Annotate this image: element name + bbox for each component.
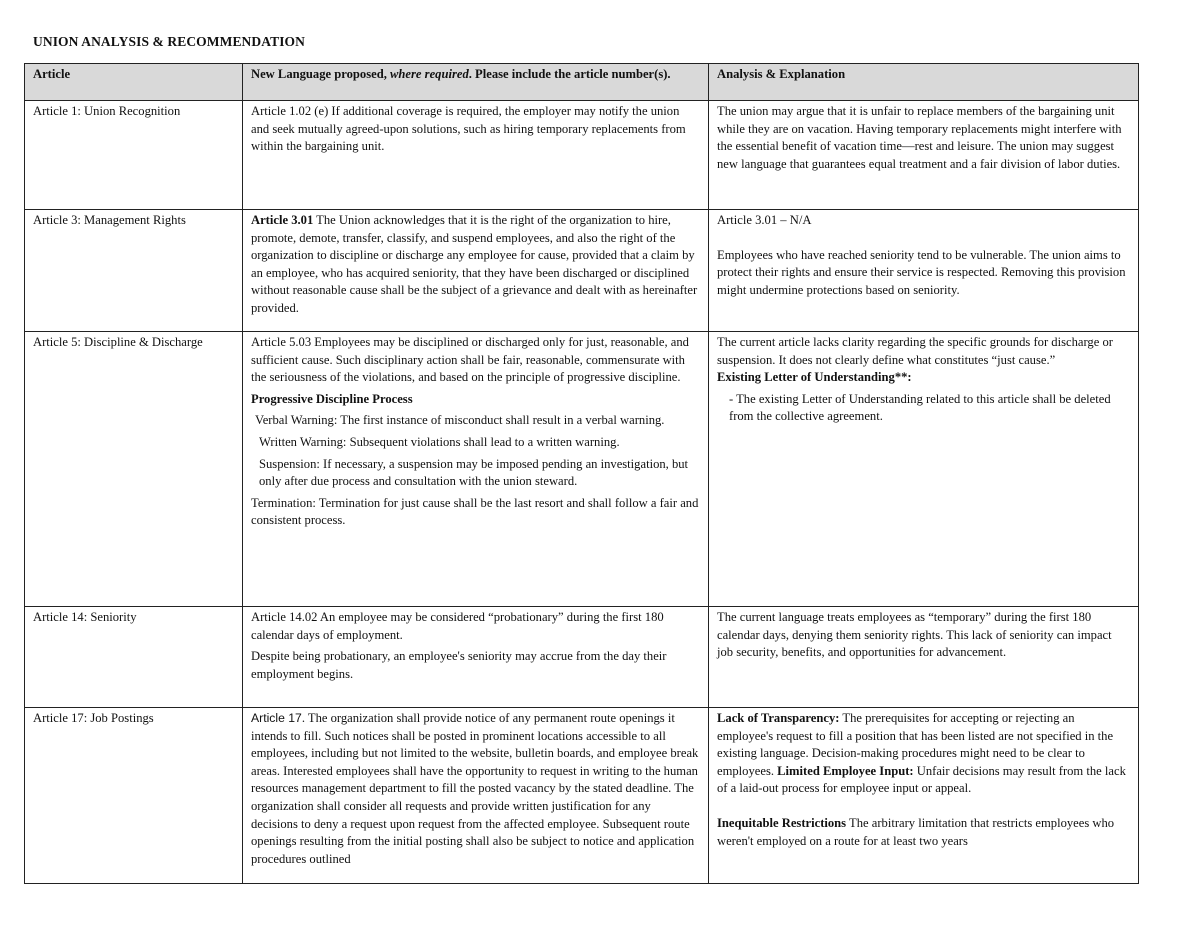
document-title: UNION ANALYSIS & RECOMMENDATION — [33, 34, 306, 49]
new-language-clip — [251, 710, 700, 881]
header-new-language-part1: New Language proposed, — [251, 67, 387, 81]
analysis-cell — [709, 332, 1139, 607]
new-language-paragraph: Despite being probationary, an employee's seniority may accrue from the day their employment begins. — [251, 649, 667, 681]
transparency-text: The prerequisites for accepting or rejecting an employee's request to fill a position that has been listed are not specified in the existing language. Decision-making procedures might need to be clear to employees. — [717, 711, 1114, 778]
new-language-text: The Union acknowledges that it is the right of the organization to hire, promote, demote, transfer, classify, and suspend employees, and also the right of the organization to discipline or discharge any employee for cause, provided that a claim by an employee, who has acquired seniority, that they have been discharged or disciplined without reasonable cause shall be the subject of a grievance and dealt with as hereinafter provided. — [251, 213, 698, 315]
new-language-cell — [243, 607, 709, 708]
table-row — [25, 101, 1139, 210]
table-row — [25, 607, 1139, 708]
header-new-language-emphasis: where required — [390, 67, 469, 81]
step-written-warning: Written Warning: Subsequent violations shall lead to a written warning. — [259, 434, 620, 449]
article-cell: Article 5: Discipline & Discharge — [25, 332, 243, 607]
header-analysis: Analysis & Explanation — [709, 64, 1139, 101]
new-language-text: . The organization shall provide notice of any permanent route openings it intends to fill. Such notices shall be posted in prominent locations accessible to all employees, including but not limited to the website, bulletin boards, and employee break areas. Interested employees shall have the opportunity to request in writing to the human resources management department to fill the posted vacancy by the stated deadline. The organization shall consider all requests and provide written justification for any decisions to deny a request upon request from the affected employee. Subsequent route openings resulting from the initial posting shall also be subject to notice and application procedures outlined — [251, 711, 699, 866]
analysis-cell: The union may argue that it is unfair to replace members of the bargaining unit while they are on vacation. Having temporary replacements might interfere with the essential benefit of vacation time—rest and leisure. The union may suggest new language that guarantees equal treatment and a fair division of labor duties. — [709, 101, 1139, 210]
analysis-heading: Existing Letter of Understanding**: — [717, 370, 912, 385]
analysis-paragraph — [717, 710, 1130, 798]
header-new-language-part2: . Please include the article number(s). — [468, 67, 671, 81]
new-language-cell — [243, 210, 709, 332]
new-language-cell — [243, 332, 709, 607]
article-cell: Article 1: Union Recognition — [25, 101, 243, 210]
new-language-cell — [243, 708, 709, 884]
step-verbal-warning: Verbal Warning: The first instance of misconduct shall result in a verbal warning. — [255, 413, 665, 428]
process-heading: Progressive Discipline Process — [251, 391, 413, 406]
article-cell: Article 14: Seniority — [25, 607, 243, 708]
transparency-heading: Lack of Transparency: — [717, 711, 840, 725]
analysis-detail: - The existing Letter of Understanding related to this article shall be deleted from the collective agreement. — [729, 391, 1111, 424]
step-suspension: Suspension: If necessary, a suspension may be imposed pending an investigation, but only after due process and consultation with the union steward. — [259, 456, 689, 489]
new-language-paragraph: Article 14.02 An employee may be considered “probationary” during the first 180 calendar days of employment. — [251, 610, 664, 642]
analysis-table — [24, 63, 1139, 884]
table-row — [25, 210, 1139, 332]
analysis-paragraph: The current article lacks clarity regarding the specific grounds for discharge or suspension. It does not clearly define what constitutes “just cause.” — [717, 335, 1113, 367]
table-row — [25, 708, 1139, 884]
analysis-paragraph: Employees who have reached seniority tend to be vulnerable. The union aims to protect their rights and ensure their service is respected. Removing this provision might undermine protections based on seniority. — [717, 247, 1126, 297]
employee-input-heading: Limited Employee Input: — [777, 763, 914, 778]
analysis-line: Article 3.01 – N/A — [717, 213, 812, 227]
header-article: Article — [25, 64, 243, 101]
header-new-language — [243, 64, 709, 101]
analysis-cell — [709, 708, 1139, 884]
step-termination: Termination: Termination for just cause shall be the last resort and shall follow a fair and consistent process. — [251, 495, 699, 528]
article-cell: Article 17: Job Postings — [25, 708, 243, 884]
new-language-intro: Article 5.03 Employees may be disciplined or discharged only for just, reasonable, and sufficient cause. Such disciplinary action shall be fair, reasonable, commensurate with the seriousness of the violations, and based on the principle of progressive discipline. — [251, 335, 689, 385]
article-number: Article 3.01 — [251, 213, 314, 227]
restrictions-heading: Inequitable Restrictions — [717, 815, 847, 830]
analysis-cell — [709, 210, 1139, 332]
article-label: Article 17 — [251, 711, 302, 725]
restrictions-text: The arbitrary limitation that restricts employees who weren't employed on a route for at least two years — [717, 815, 1115, 848]
analysis-cell: The current language treats employees as “temporary” during the first 180 calendar days, denying them seniority rights. This lack of seniority can impact job security, benefits, and opportunities for advancement. — [709, 607, 1139, 708]
table-row — [25, 332, 1139, 607]
analysis-clip — [717, 710, 1130, 881]
new-language-cell: Article 1.02 (e) If additional coverage is required, the employer may notify the union and seek mutually agreed-upon solutions, such as hiring temporary replacements from within the bargaining unit. — [243, 101, 709, 210]
article-cell: Article 3: Management Rights — [25, 210, 243, 332]
table-header-row — [25, 64, 1139, 101]
employee-input-text: Unfair decisions may result from the lack of a laid-out process for employee input or appeal. — [717, 763, 1126, 796]
analysis-paragraph — [717, 815, 1130, 850]
